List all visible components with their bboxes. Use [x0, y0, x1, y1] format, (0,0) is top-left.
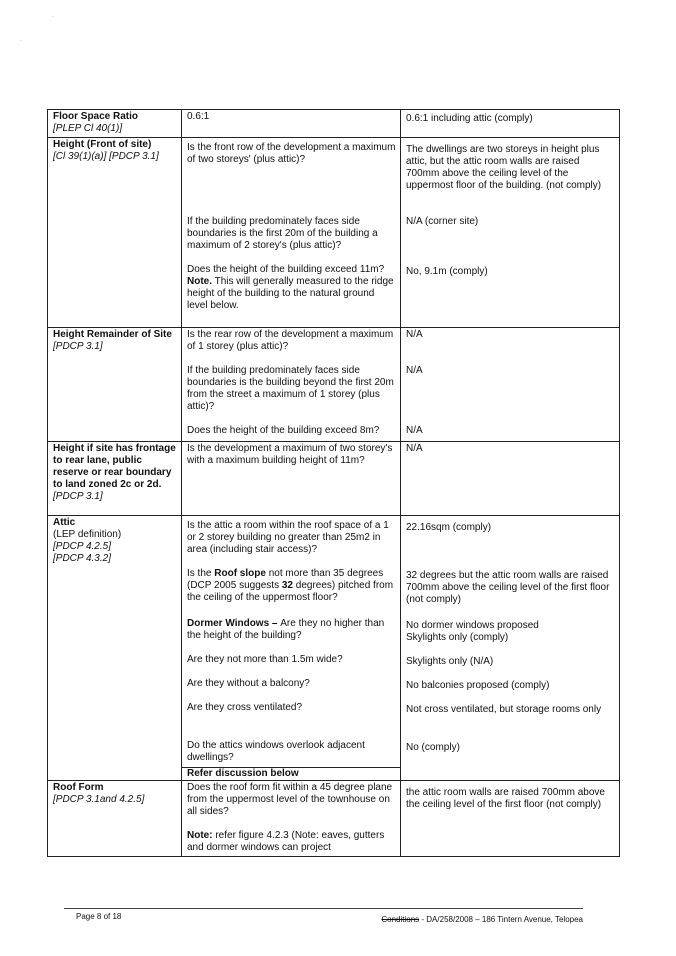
reference-text: - DA/258/2008 – 186 Tintern Avenue, Telopea [419, 915, 583, 924]
requirement-cell [182, 442, 401, 516]
requirement-text: Is the development a maximum of two storey's with a maximum building height of 11m? [187, 443, 393, 466]
control-heading: Floor Space Ratio [53, 111, 139, 122]
control-heading: Height (Front of site) [53, 139, 152, 150]
requirement-cell [182, 781, 401, 857]
struck-word: Conditions [381, 915, 420, 924]
table-row [48, 138, 620, 328]
degree-value: 32 [281, 580, 293, 591]
control-cell [48, 110, 182, 138]
requirement-text: Do the attics windows overlook adjacent dwellings? [187, 740, 365, 763]
requirement-text: Is the attic a room within the roof space of a 1 or 2 storey building no greater than 25m2 in area (including stair access)? [187, 520, 389, 555]
response-text: Skylights only (comply) [406, 632, 509, 643]
table-row [48, 110, 620, 138]
control-heading: Attic [53, 517, 76, 528]
text-run: degrees) pitched from the ceiling of the uppermost floor? [187, 580, 394, 603]
requirement-text: Does the height of the building exceed 8m? [187, 425, 380, 436]
page-number: Page 8 of 18 [76, 912, 122, 921]
response-text: Skylights only (N/A) [406, 656, 494, 667]
response-cell [401, 138, 620, 328]
control-definition: (LEP definition) [53, 529, 122, 540]
control-cell [48, 781, 182, 857]
control-reference: [PDCP 3.1] [53, 491, 103, 502]
control-reference: [Cl 39(1)(a)] [PDCP 3.1] [53, 151, 159, 162]
text-run: not more than 35 degrees (DCP 2005 suggests [187, 568, 384, 591]
requirement-text: Is the front row of the development a maximum of two storeys' (plus attic)? [187, 142, 396, 165]
response-text: No (comply) [406, 742, 460, 753]
requirement-cell [182, 328, 401, 442]
response-text: Not cross ventilated, but storage rooms only [406, 704, 602, 715]
requirement-text: Does the height of the building exceed 11m? [187, 264, 385, 275]
note-text: This will generally measured to the ridge height of the building to the natural ground level below. [187, 276, 394, 311]
control-cell [48, 138, 182, 328]
table-row [48, 328, 620, 442]
response-text: the attic room walls are raised 700mm above the ceiling level of the first floor (not comply) [406, 787, 605, 810]
control-reference: [PLEP Cl 40(1)] [53, 123, 123, 134]
control-reference: [PDCP 3.1] [53, 341, 103, 352]
scan-speck: · [20, 38, 22, 44]
control-heading: Roof Form [53, 782, 104, 793]
roof-slope-term: Roof slope [214, 568, 266, 579]
requirement-text: Are they without a balcony? [187, 678, 310, 689]
response-text: No, 9.1m (comply) [406, 266, 488, 277]
control-cell [48, 516, 182, 781]
requirement-cell [182, 110, 401, 138]
compliance-table [47, 109, 620, 857]
note-label: Note: [187, 830, 213, 841]
dormer-windows-term: Dormer Windows – [187, 618, 281, 629]
requirement-text: Is the rear row of the development a maximum of 1 storey (plus attic)? [187, 329, 394, 352]
response-text: N/A [406, 443, 423, 454]
requirement-text: Are they not more than 1.5m wide? [187, 654, 343, 665]
requirement-text: 0.6:1 [187, 111, 210, 122]
note-text: refer figure 4.2.3 (Note: eaves, gutters and dormer windows can project [187, 830, 385, 853]
response-text: No dormer windows proposed [406, 620, 539, 631]
response-text: N/A [406, 365, 423, 376]
control-reference: [PDCP 4.2.5] [53, 541, 111, 552]
response-text: 0.6:1 including attic (comply) [406, 113, 533, 124]
requirement-text: If the building predominately faces side boundaries is the building beyond the first 20m from the street a maximum of 1 storey (plus attic)? [187, 365, 394, 412]
table-row [48, 781, 620, 857]
control-heading: Height Remainder of Site [53, 329, 172, 340]
response-text: The dwellings are two storeys in height plus attic, but the attic room walls are raised 700mm above the ceiling level of the uppermost floor of the building. (not comply) [406, 144, 602, 191]
requirement-cell [182, 138, 401, 328]
response-cell [401, 110, 620, 138]
response-text: 32 degrees but the attic room walls are raised 700mm above the ceiling level of the first floor (not comply) [406, 570, 610, 605]
response-cell [401, 516, 620, 781]
requirement-note [187, 830, 396, 854]
text-run: Is the [187, 568, 215, 579]
requirement-text [187, 618, 396, 654]
refer-discussion: Refer discussion below [187, 768, 299, 779]
note-label: Note. [187, 276, 212, 287]
requirement-text: Does the roof form fit within a 45 degree plane from the uppermost level of the townhouse on all sides? [187, 782, 393, 817]
requirement-cell [182, 516, 401, 768]
requirement-cell [182, 768, 401, 781]
control-reference: [PDCP 4.3.2] [53, 553, 111, 564]
table-row [48, 442, 620, 516]
response-text: N/A [406, 425, 423, 436]
response-cell [401, 442, 620, 516]
requirement-text: If the building predominately faces side boundaries is the first 20m of the building a maximum of 2 storey's (plus attic)? [187, 216, 378, 251]
document-reference [381, 915, 583, 924]
control-cell [48, 442, 182, 516]
response-text: N/A [406, 329, 423, 340]
page-footer [64, 908, 583, 927]
response-cell [401, 328, 620, 442]
response-cell [401, 781, 620, 857]
requirement-text: Are they cross ventilated? [187, 702, 303, 713]
requirement-text [187, 568, 396, 618]
table-row [48, 516, 620, 768]
response-text: 22.16sqm (comply) [406, 522, 492, 533]
scan-speck: · [52, 14, 54, 20]
control-heading: Height if site has frontage to rear lane, public reserve or rear boundary to land zoned 2c or 2d. [53, 443, 176, 490]
response-text: No balconies proposed (comply) [406, 680, 550, 691]
control-cell [48, 328, 182, 442]
requirement-note [187, 276, 396, 312]
text-run: Are they no higher than the height of the building? [187, 618, 385, 641]
response-text: N/A (corner site) [406, 216, 479, 227]
control-reference: [PDCP 3.1and 4.2.5] [53, 794, 145, 805]
